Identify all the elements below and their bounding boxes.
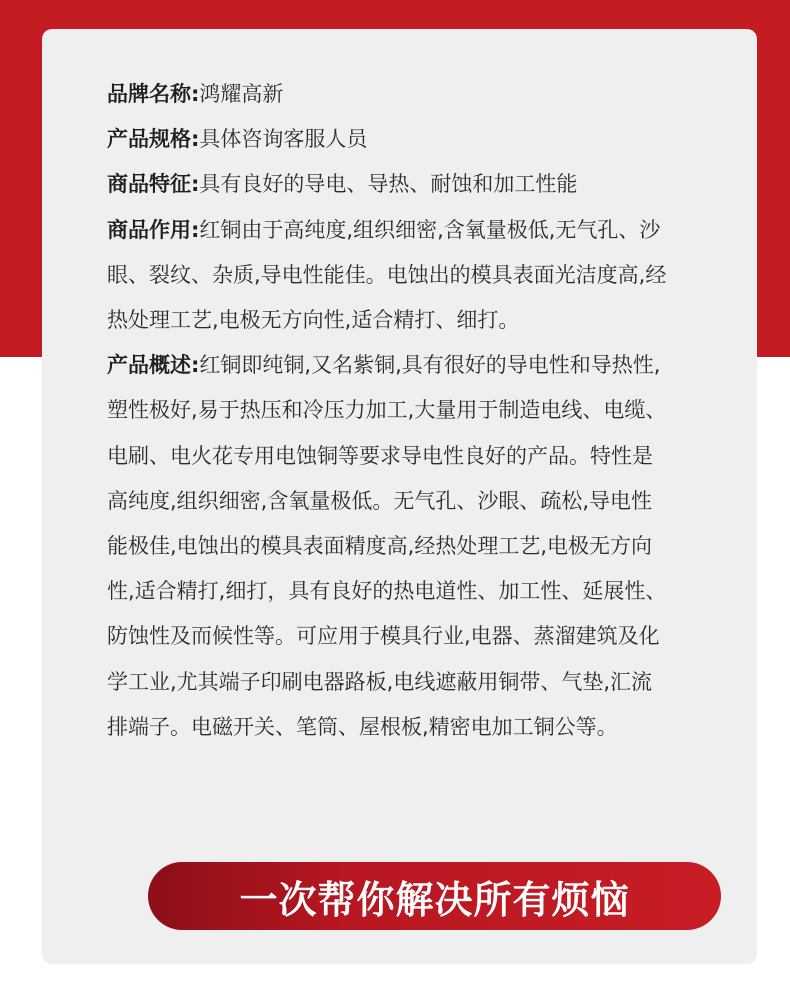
product-function-label: 商品作用: [107,217,200,242]
cta-banner [148,862,721,930]
product-features-row [107,162,667,207]
cta-text: 一次帮你解决所有烦恼 [239,877,630,922]
product-spec-value: 具体咨询客服人员 [199,127,368,152]
product-overview-value: 红铜即纯铜,又名紫铜,具有很好的导电性和导热性,塑性极好,易于热压和冷压力加工,大量用于制造电线、电缆、电刷、电火花专用电蚀铜等要求导电性良好的产品。特性是高纯度,组织细密,含氧量极低。无气孔、沙眼、疏松,导电性能极佳,电蚀出的模具表面精度高,经热处理工艺,电极无方向性,适合精打,细打，具有良好的热电道性、加工性、延展性、防蚀性及而候性等。可应用于模具行业,电器、蒸溜建筑及化学工业,尤其端子印刷电器路板,电线遮蔽用铜带、气垫,汇流排端子。电磁开关、笔筒、屋根板,精密电加工铜公等。 [107,353,667,739]
product-spec-label: 产品规格: [107,127,200,152]
brand-name-row [107,72,667,117]
product-features-label: 商品特征: [107,172,200,197]
brand-name-value: 鸿耀高新 [199,82,284,106]
product-features-value: 具有良好的导电、导热、耐蚀和加工性能 [199,172,578,197]
product-function-value: 红铜由于高纯度,组织细密,含氧量极低,无气孔、沙眼、裂纹、杂质,导电性能佳。电蚀出的模具表面光洁度高,经热处理工艺,电极无方向性,适合精打、细打。 [107,217,667,333]
product-overview-row [107,343,667,750]
product-function-row [107,208,667,344]
brand-name-label: 品牌名称: [107,82,200,106]
product-spec-row [107,117,667,162]
product-details [107,72,667,750]
product-info-card [42,29,757,964]
product-overview-label: 产品概述: [107,353,200,378]
